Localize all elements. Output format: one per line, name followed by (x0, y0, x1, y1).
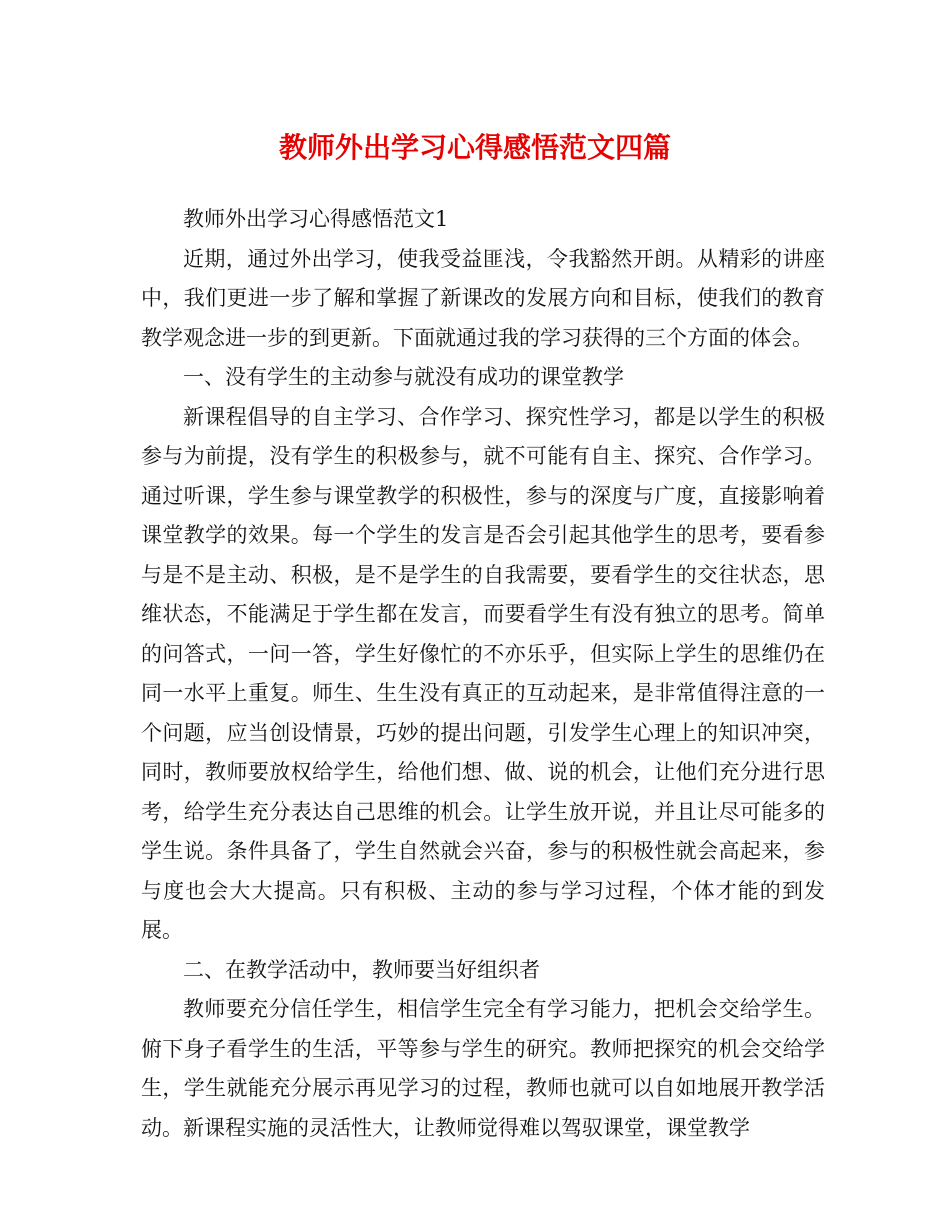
section-heading: 一、没有学生的主动参与就没有成功的课堂教学 (183, 365, 624, 389)
document-body (141, 200, 825, 1148)
paragraph: 新课程倡导的自主学习、合作学习、探究性学习，都是以学生的积极参与为前提，没有学生的积极参与，就不可能有自主、探究、合作学习。通过听课，学生参与课堂教学的积极性，参与的深度与广度，直接影响着课堂教学的效果。每一个学生的发言是否会引起其他学生的思考，要看参与是不是主动、积极，是不是学生的自我需要，要看学生的交往状态，思维状态，不能满足于学生都在发言，而要看学生有没有独立的思考。简单的问答式，一问一答，学生好像忙的不亦乐乎，但实际上学生的思维仍在同一水平上重复。师生、生生没有真正的互动起来，是非常值得注意的一个问题，应当创设情景，巧妙的提出问题，引发学生心理上的知识冲突，同时，教师要放权给学生，给他们想、做、说的机会，让他们充分进行思考，给学生充分表达自己思维的机会。让学生放开说，并且让尽可能多的学生说。条件具备了，学生自然就会兴奋，参与的积极性就会高起来，参与度也会大大提高。只有积极、主动的参与学习过程，个体才能的到发展。 (141, 404, 825, 942)
paragraph: 教师要充分信任学生，相信学生完全有学习能力，把机会交给学生。俯下身子看学生的生活，平等参与学生的研究。教师把探究的机会交给学生，学生就能充分展示再见学习的过程，教师也就可以自如地展开教学活动。新课程实施的灵活性大，让教师觉得难以驾驭课堂，课堂教学 (141, 997, 825, 1140)
paragraph: 近期，通过外出学习，使我受益匪浅，令我豁然开朗。从精彩的讲座中，我们更进一步了解和掌握了新课改的发展方向和目标，使我们的教育教学观念进一步的到更新。下面就通过我的学习获得的三个方面的体会。 (141, 246, 825, 350)
section-heading: 教师外出学习心得感悟范文1 (183, 207, 449, 231)
document-title: 教师外出学习心得感悟范文四篇 (278, 131, 671, 164)
section-heading: 二、在教学活动中，教师要当好组织者 (183, 957, 540, 982)
